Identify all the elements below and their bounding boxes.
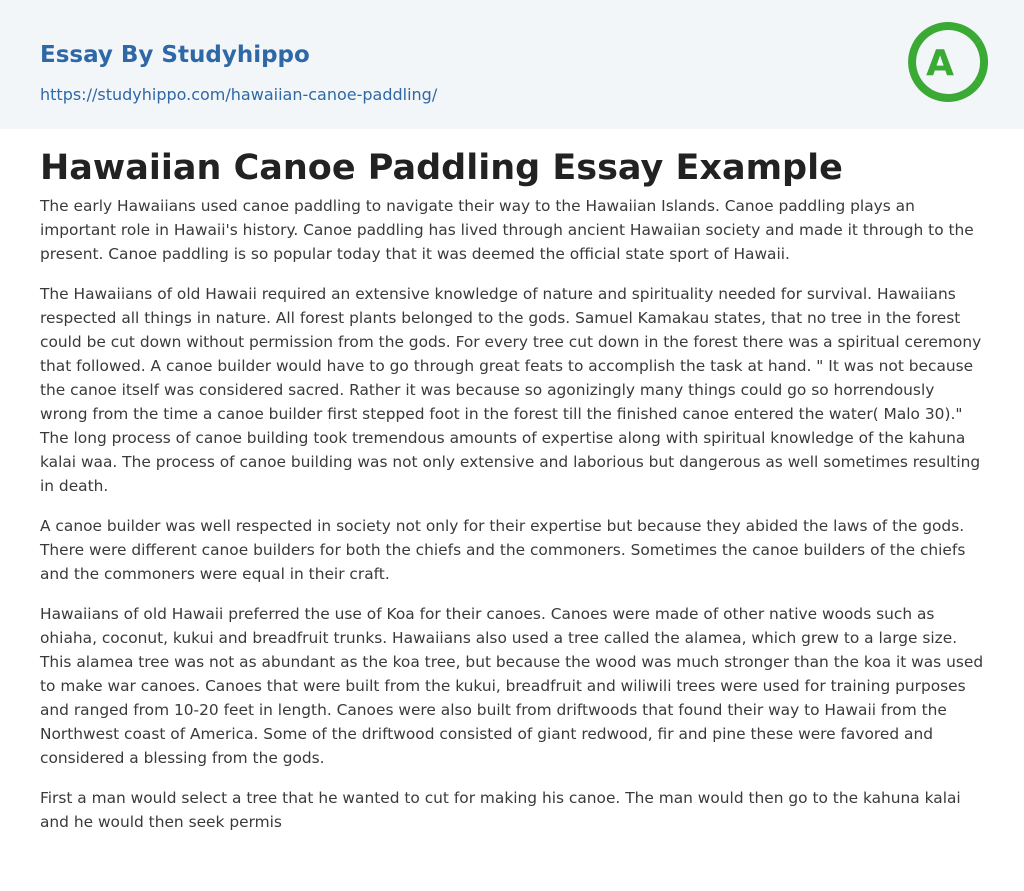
essay-body — [40, 194, 984, 850]
studyhippo-logo-icon[interactable] — [908, 20, 988, 104]
site-header — [0, 0, 1024, 129]
essay-paragraph-2: The Hawaiians of old Hawaii required an extensive knowledge of nature and spirituality needed for survival. Hawaiians respected all things in nature. All forest plants belonged to the gods. Samuel Kamakau states, that no tree in the forest could be cut down without permission from the gods. For every tree cut down in the forest there was a spiritual ceremony that followed. A canoe builder would have to go through great feats to accomplish the task at hand. " It was not because the canoe itself was considered sacred. Rather it was because so agonizingly many things could go so horrendously wrong from the time a canoe builder first stepped foot in the forest till the finished canoe entered the water( Malo 30)." The long process of canoe building took tremendous amounts of expertise along with spiritual knowledge of the kahuna kalai waa. The process of canoe building was not only extensive and laborious but dangerous as well sometimes resulting in death. — [40, 285, 982, 495]
brand-title: Essay By Studyhippo — [40, 42, 310, 68]
page-url-link[interactable]: https://studyhippo.com/hawaiian-canoe-paddling/ — [40, 85, 438, 104]
essay-paragraph-3: A canoe builder was well respected in society not only for their expertise but because they abided the laws of the gods. There were different canoe builders for both the chiefs and the commoners. Sometimes the canoe builders of the chiefs and the commoners were equal in their craft. — [40, 517, 966, 583]
logo-letter: A — [926, 43, 954, 84]
essay-paragraph-1: The early Hawaiians used canoe paddling to navigate their way to the Hawaiian Islands. Canoe paddling plays an important role in Hawaii's history. Canoe paddling has lived through ancient Hawaiian society and made it through to the present. Canoe paddling is so popular today that it was deemed the official state sport of Hawaii. — [40, 197, 974, 263]
essay-paragraph-4: Hawaiians of old Hawaii preferred the use of Koa for their canoes. Canoes were made of other native woods such as ohiaha, coconut, kukui and breadfruit trunks. Hawaiians also used a tree called the alamea, which grew to a large size. This alamea tree was not as abundant as the koa tree, but because the wood was much stronger than the koa it was used to make war canoes. Canoes that were built from the kukui, breadfruit and wiliwili trees were used for training purposes and ranged from 10-20 feet in length. Canoes were also built from driftwoods that found their way to Hawaii from the Northwest coast of America. Some of the driftwood consisted of giant redwood, fir and pine these were favored and considered a blessing from the gods. — [40, 605, 984, 767]
essay-paragraph-5: First a man would select a tree that he wanted to cut for making his canoe. The man would then go to the kahuna kalai and he would then seek permis — [40, 789, 961, 831]
essay-title: Hawaiian Canoe Paddling Essay Example — [40, 148, 843, 188]
